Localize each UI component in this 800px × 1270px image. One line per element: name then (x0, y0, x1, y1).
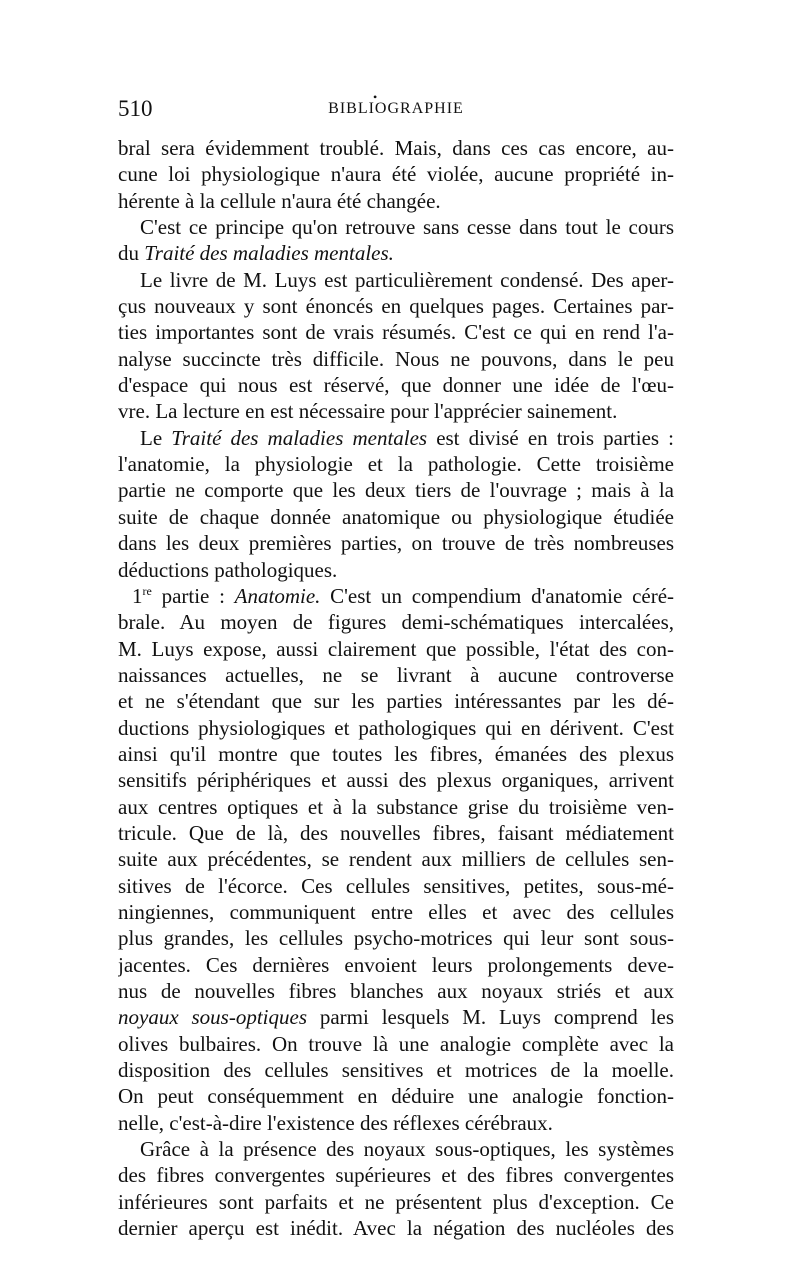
page-header (118, 90, 674, 126)
text-line: ningiennes, communiquent entre elles et avec des cellules (118, 899, 674, 924)
text-fragment: Le (140, 425, 163, 450)
ink-dot: • (373, 90, 378, 104)
text-line (118, 425, 674, 451)
section-title: Anatomie. (234, 583, 321, 608)
text-line: inférieures sont parfaits et ne présentent plus d'exception. Ce (118, 1189, 674, 1214)
text-line: brale. Au moyen de figures demi-schématiques intercalées, (118, 610, 674, 635)
text-line: plus grandes, les cellules psycho-motrices qui leur sont sous- (118, 926, 674, 951)
text-fragment: parmi lesquels M. Luys comprend les (319, 1005, 674, 1030)
text-line: nalyse succincte très difficile. Nous ne pouvons, dans le peu (118, 346, 674, 371)
text-line: et ne s'étendant que sur les parties intéressantes par les dé- (118, 689, 674, 714)
text-line (118, 1004, 674, 1030)
text-line: tricule. Que de là, des nouvelles fibres, faisant médiatement (118, 820, 674, 845)
text-line: nus de nouvelles fibres blanches aux noyaux striés et aux (118, 979, 674, 1003)
text-line: disposition des cellules sensitives et motrices de la moelle. (118, 1058, 674, 1083)
text-fragment: du (118, 241, 139, 266)
text-line: hérente à la cellule n'aura été changée. (118, 188, 441, 213)
text-line: des fibres convergentes supérieures et des fibres convergentes (118, 1163, 674, 1188)
text-line: dans les deux premières parties, on trouve de très nombreuses (118, 531, 674, 556)
text-line: ductions physiologiques et pathologiques qui en dérivent. C'est (118, 715, 674, 740)
text-fragment: C'est un compendium d'anatomie céré- (330, 583, 674, 608)
text-fragment: partie : (161, 583, 225, 608)
text-line: ties importantes sont de vrais résumés. C'est ce qui en rend l'a- (118, 320, 674, 345)
running-head: BIBLIOGRAPHIE (328, 100, 464, 117)
text-line: suite de chaque donnée anatomique ou physiologique étudiée (118, 504, 674, 529)
text-line: M. Luys expose, aussi clairement que possible, l'état des con- (118, 636, 674, 661)
text-line: déductions pathologiques. (118, 557, 338, 582)
text-line: partie ne comporte que les deux tiers de l'ouvrage ; mais à la (118, 478, 674, 503)
body-text (118, 135, 674, 1241)
text-line: l'anatomie, la physiologie et la pathologie. Cette troisième (118, 452, 674, 477)
text-line: sitives de l'écorce. Ces cellules sensitives, petites, sous-mé- (118, 873, 674, 898)
text-line: naissances actuelles, ne se livrant à aucune controverse (118, 662, 674, 687)
page-number: 510 (118, 96, 153, 121)
text-line: dernier aperçu est inédit. Avec la négation des nucléoles des (118, 1216, 674, 1241)
text-fragment: 1 (132, 583, 143, 608)
text-line: çus nouveaux y sont énoncés en quelques pages. Certaines par- (118, 294, 674, 319)
text-line: Le livre de M. Luys est particulièrement condensé. Des aper- (140, 267, 674, 292)
text-line (118, 240, 674, 266)
text-line: jacentes. Ces dernières envoient leurs prolongements deve- (118, 952, 674, 977)
text-line: vre. La lecture en est nécessaire pour l'apprécier sainement. (118, 399, 618, 424)
text-line: d'espace qui nous est réservé, que donner une idée de l'œu- (118, 373, 674, 398)
text-fragment: est divisé en trois parties : (436, 425, 674, 450)
text-line: suite aux précédentes, se rendent aux milliers de cellules sen- (118, 847, 674, 872)
text-line: ainsi qu'il montre que toutes les fibres, émanées des plexus (118, 741, 674, 766)
text-line: olives bulbaires. On trouve là une analogie complète avec la (118, 1031, 674, 1056)
book-title: Traité des maladies mentales. (144, 241, 394, 266)
text-line: aux centres optiques et à la substance grise du troisième ven- (118, 794, 674, 819)
text-line: cune loi physiologique n'aura été violée, aucune propriété in- (118, 162, 674, 187)
italic-term: noyaux sous-optiques (118, 1005, 307, 1030)
superscript: re (142, 583, 152, 598)
book-title: Traité des maladies mentales (171, 425, 428, 450)
text-line: Grâce à la présence des noyaux sous-optiques, les systèmes (140, 1137, 674, 1162)
text-line: C'est ce principe qu'on retrouve sans cesse dans tout le cours (140, 215, 674, 240)
text-line: sensitifs périphériques et aussi des plexus organiques, arrivent (118, 768, 674, 793)
text-line: bral sera évidemment troublé. Mais, dans ces cas encore, au- (118, 136, 674, 160)
text-line: nelle, c'est-à-dire l'existence des réflexes cérébraux. (118, 1110, 553, 1135)
text-line: On peut conséquemment en déduire une analogie fonction- (118, 1084, 674, 1109)
text-line (118, 583, 674, 609)
